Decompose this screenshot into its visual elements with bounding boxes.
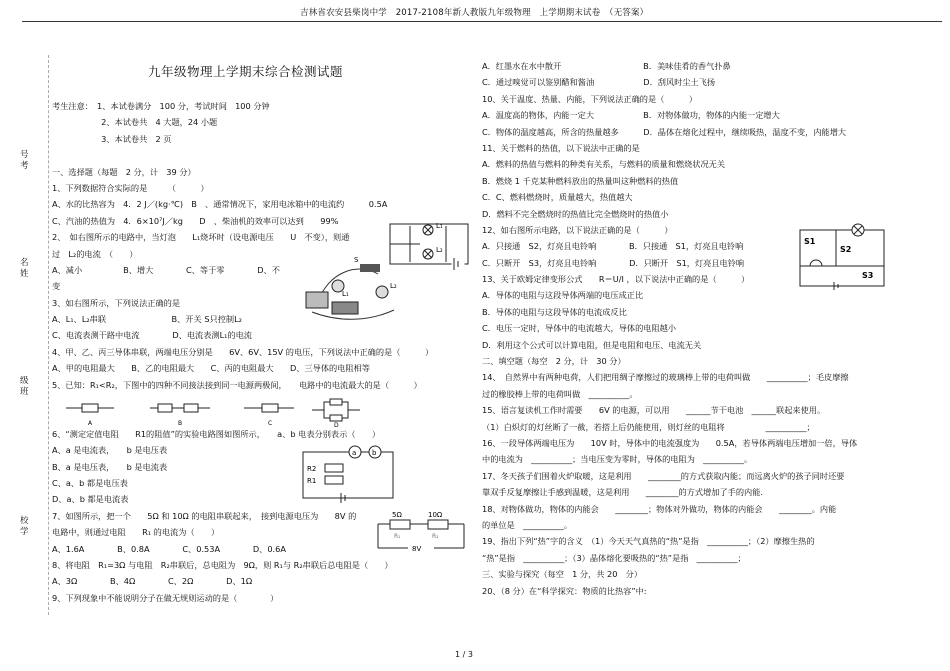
right-text-line: （1）白炽灯的灯丝断了一截，若搭上后仍能使用，则灯丝的电阻将 __________； <box>482 421 815 432</box>
q3-label-l1: L₁ <box>342 290 349 298</box>
right-text-line: C．C、燃料燃烧时，质量越大，热值越大 <box>482 192 633 203</box>
left-text-line: C、a、b 都是电压表 <box>52 477 128 488</box>
side-label-exam-number: 号 考 <box>20 150 29 171</box>
right-text-line: A．只接通 S2，灯亮且电铃响 B．只接通 S1，灯亮且电铃响 <box>482 241 744 252</box>
q5-label-d: D <box>334 422 339 428</box>
right-text-line: 14、 自然界中有两种电荷，人们把用绸子摩擦过的玻璃棒上带的电荷叫做 __________；毛皮摩擦 <box>482 372 849 383</box>
left-text-line: A、水的比热容为 4．2 J／(kg·℃) B 、通常情况下，家用电冰箱中的电流约 0.5A <box>52 199 388 210</box>
q7-label-r2: R₂ <box>432 533 439 540</box>
right-text-line: 15、语言复读机工作时需要 6V 的电源，可以用 ______节干电池 ______联起来使用。 <box>482 405 826 416</box>
q5-option-d <box>312 399 360 428</box>
left-text-line: 3、本试卷共 2 页 <box>52 133 172 144</box>
q7-label-10ohm: 10Ω <box>428 511 443 519</box>
q7-label-8v: 8V <box>412 545 422 553</box>
q2-label-l1: L₁ <box>436 222 443 230</box>
left-text-line: D、a、b 都是电流表 <box>52 494 129 505</box>
header-divider <box>22 21 942 22</box>
left-text-line: 考生注意： 1、本试卷满分 100 分，考试时间 100 分钟 <box>52 101 270 111</box>
binding-line <box>48 55 49 615</box>
left-text-line: 7、如图所示，把一个 5Ω 和 10Ω 的电阻串联起来， 接到电源电压为 8V 的 <box>52 510 357 521</box>
right-text-line: 11、关于燃料的热值，以下说法中正确的是 <box>482 142 640 153</box>
right-text-line: A．温度高的物体，内能一定大 B．对物体做功，物体的内能一定增大 <box>482 110 780 121</box>
left-text-line: 一、选择题（每题 2 分，计 39 分） <box>52 166 196 177</box>
left-text-line: 9、下列现象中不能说明分子在做无规则运动的是（ ） <box>52 592 279 603</box>
left-text-line: 4、甲、乙、丙三导体串联，两端电压分别是 6V、6V、15V 的电压，下列说法中正确的是（ ） <box>52 346 434 357</box>
right-text-line: A．燃料的热值与燃料的种类有关系，与燃料的质量和燃烧状况无关 <box>482 159 726 170</box>
q5-option-a <box>66 404 114 427</box>
q6-label-r1: R1 <box>307 477 317 485</box>
q12-label-s2: S2 <box>840 245 852 254</box>
left-text-line: A、3Ω B、4Ω C、2Ω D、1Ω <box>52 576 253 587</box>
right-text-line: 10、关于温度、热量、内能，下列说法正确的是（ ） <box>482 93 698 104</box>
q5-label-b: B <box>178 420 183 427</box>
left-text-line: 2、 如右图所示的电路中，当灯泡 L₁烧坏时（设电源电压 U 不变），则通 <box>52 232 350 243</box>
q5-label-c: C <box>268 420 273 427</box>
q6-circuit-diagram <box>295 442 405 504</box>
q12-circuit-diagram <box>792 222 892 292</box>
right-column <box>482 58 937 599</box>
left-text-line: 8、将电阻 R₁=3Ω 与电阻 R₂串联后，总电阻为 9Ω，则 R₁与 R₂串联后总电阻是（ ） <box>52 559 393 570</box>
right-text-line: D．利用这个公式可以计算电阻，但是电阻和电压、电流无关 <box>482 339 702 350</box>
left-text-line: 6、“测定定值电阻 R1的阻值”的实验电路图如图所示， a、b 电表分别表示（ ） <box>52 428 381 439</box>
right-text-line: 过的橡胶棒上带的电荷叫做 __________。 <box>482 388 638 399</box>
right-text-line: 16、一段导体两端电压为 10V 时，导体中的电流强度为 0.5A，若导体两端电压增加一倍，导体 <box>482 437 858 448</box>
left-text-line: 过 L₂的电流 （ ） <box>52 248 138 259</box>
left-text-line: C、汽油的热值为 4．6×10⁷J／kg D 、柴油机的效率可以达到 99% <box>52 215 339 226</box>
q5-option-b <box>150 404 210 427</box>
right-text-line: 三、实验与探究（每空 1 分，共 20 分） <box>482 569 643 580</box>
right-text-line: 13、关于欧姆定律变形公式 R＝U/I ，以下说法中正确的是（ ） <box>482 274 750 285</box>
right-text-line: C．只断开 S3，灯亮且电铃响 D．只断开 S1，灯亮且电铃响 <box>482 257 745 268</box>
left-text-line: 1、下列数据符合实际的是 （ ） <box>52 182 209 193</box>
q5-resistor-options <box>58 398 368 428</box>
q7-label-r1: R₁ <box>394 533 401 540</box>
side-label-school: 校 学 <box>20 516 29 537</box>
left-text-line: 2、本试卷共 4 大题，24 小题 <box>52 117 218 128</box>
right-text-line: B．导体的电阻与这段导体的电流成反比 <box>482 306 627 317</box>
left-text-line: B、a 是电压表， b 是电流表 <box>52 461 168 472</box>
right-text-line: 靠双手反复摩擦让手感到温暖，这是利用 ________的方式增加了手的内能. <box>482 487 763 498</box>
left-text-line: A、1.6A B、0.8A C、0.53A D、0.6A <box>52 543 286 554</box>
right-text-line: C．通过嗅觉可以鉴别醋和酱油 D．刮风时尘土飞扬 <box>482 77 716 88</box>
left-text-line: 5、已知：R₁<R₂，下图中的四种不同接法接到同一电源两极间， 电路中的电流最大的是（ ） <box>52 379 422 390</box>
left-text-line: A、a 是电流表， b 是电压表 <box>52 445 168 456</box>
right-text-line: 19、指出下列“热”字的含义 （1）今天天气真热的“热”是指 __________；（2）摩擦生热的 <box>482 536 815 547</box>
q2-label-l2: L₂ <box>436 246 443 254</box>
left-text-line: A、L₁、L₂串联 B、开关 S只控制L₂ <box>52 314 242 325</box>
page-header: 吉林省农安县柴岗中学 2017-2108年新人教版九年级物理 上学期期末试卷 （无答案） <box>300 8 649 18</box>
q6-label-r2: R2 <box>307 465 317 473</box>
side-label-name: 名 姓 <box>20 258 29 279</box>
q3-circuit-picture <box>298 252 408 327</box>
right-text-line: 12、如右图所示电路，以下说法正确的是（ ） <box>482 224 673 235</box>
right-text-line: 20、（8 分）在“科学探究：物质的比热容”中: <box>482 585 647 596</box>
right-text-line: 18、对物体做功，物体的内能会 ________；物体对外做功，物体的内能会 ________。内能 <box>482 503 837 514</box>
right-text-line: C．物体的温度越高，所含的热量越多 D．晶体在熔化过程中，继续吸热，温度不变，内能增大 <box>482 126 847 137</box>
q12-label-s3: S3 <box>862 271 874 280</box>
right-text-line: A．导体的电阻与这段导体两端的电压成正比 <box>482 290 644 301</box>
q6-meter-b: b <box>372 449 377 457</box>
binding-margin <box>8 150 36 620</box>
right-text-line: B．燃烧 1 千克某种燃料放出的热量叫这种燃料的热值 <box>482 175 679 186</box>
q3-label-s: S <box>354 256 359 264</box>
q12-label-s1: S1 <box>804 237 816 246</box>
q5-option-c <box>244 404 294 427</box>
q6-meter-a: a <box>352 449 357 457</box>
left-text-line <box>52 147 462 163</box>
left-text-line: 3、如右图所示，下列说法正确的是 <box>52 297 181 308</box>
side-label-class: 级 班 <box>20 376 29 397</box>
right-text-line: C．电压一定时，导体中的电流越大，导体的电阻越小 <box>482 323 677 334</box>
q5-label-a: A <box>88 420 93 427</box>
right-text-line: A．红墨水在水中散开 B．美味佳肴的香气扑鼻 <box>482 61 731 71</box>
q7-series-circuit <box>372 508 470 554</box>
left-text-line: A、减小 B、增大 C、等于零 D、不 <box>52 264 280 275</box>
right-text-line: 17、冬天孩子们围着火炉取暖，这是利用 ________的方式获取内能；而远离火炉的孩子同时还要 <box>482 470 845 481</box>
page-number: 1 / 3 <box>455 650 473 659</box>
right-text-line: D．燃料不完全燃烧时的热值比完全燃烧时的热值小 <box>482 208 669 219</box>
left-text-line: 电路中，则通过电阻 R₁ 的电流为（ ） <box>52 527 220 538</box>
left-text-line: C、电流表测干路中电流 D、电流表测L₁的电流 <box>52 330 252 341</box>
left-text-line: A、甲的电阻最大 B、乙的电阻最大 C、丙的电阻最大 D、三导体的电阻相等 <box>52 363 370 374</box>
q7-label-5ohm: 5Ω <box>392 511 402 519</box>
right-text-line: 中的电流为 __________；当电压变为零时，导体的电阻为 __________。 <box>482 454 753 465</box>
page-title: 九年级物理上学期末综合检测试题 <box>148 64 344 79</box>
right-text-line: 二、填空题（每空 2 分，计 30 分） <box>482 356 626 367</box>
right-text-line: “热”是指 __________；（3）晶体熔化要吸热的“热”是指 __________； <box>482 552 746 563</box>
q3-label-l2: L₂ <box>390 282 397 290</box>
left-text-line: 变 <box>52 281 61 292</box>
right-text-line: 的单位是 __________。 <box>482 519 573 530</box>
